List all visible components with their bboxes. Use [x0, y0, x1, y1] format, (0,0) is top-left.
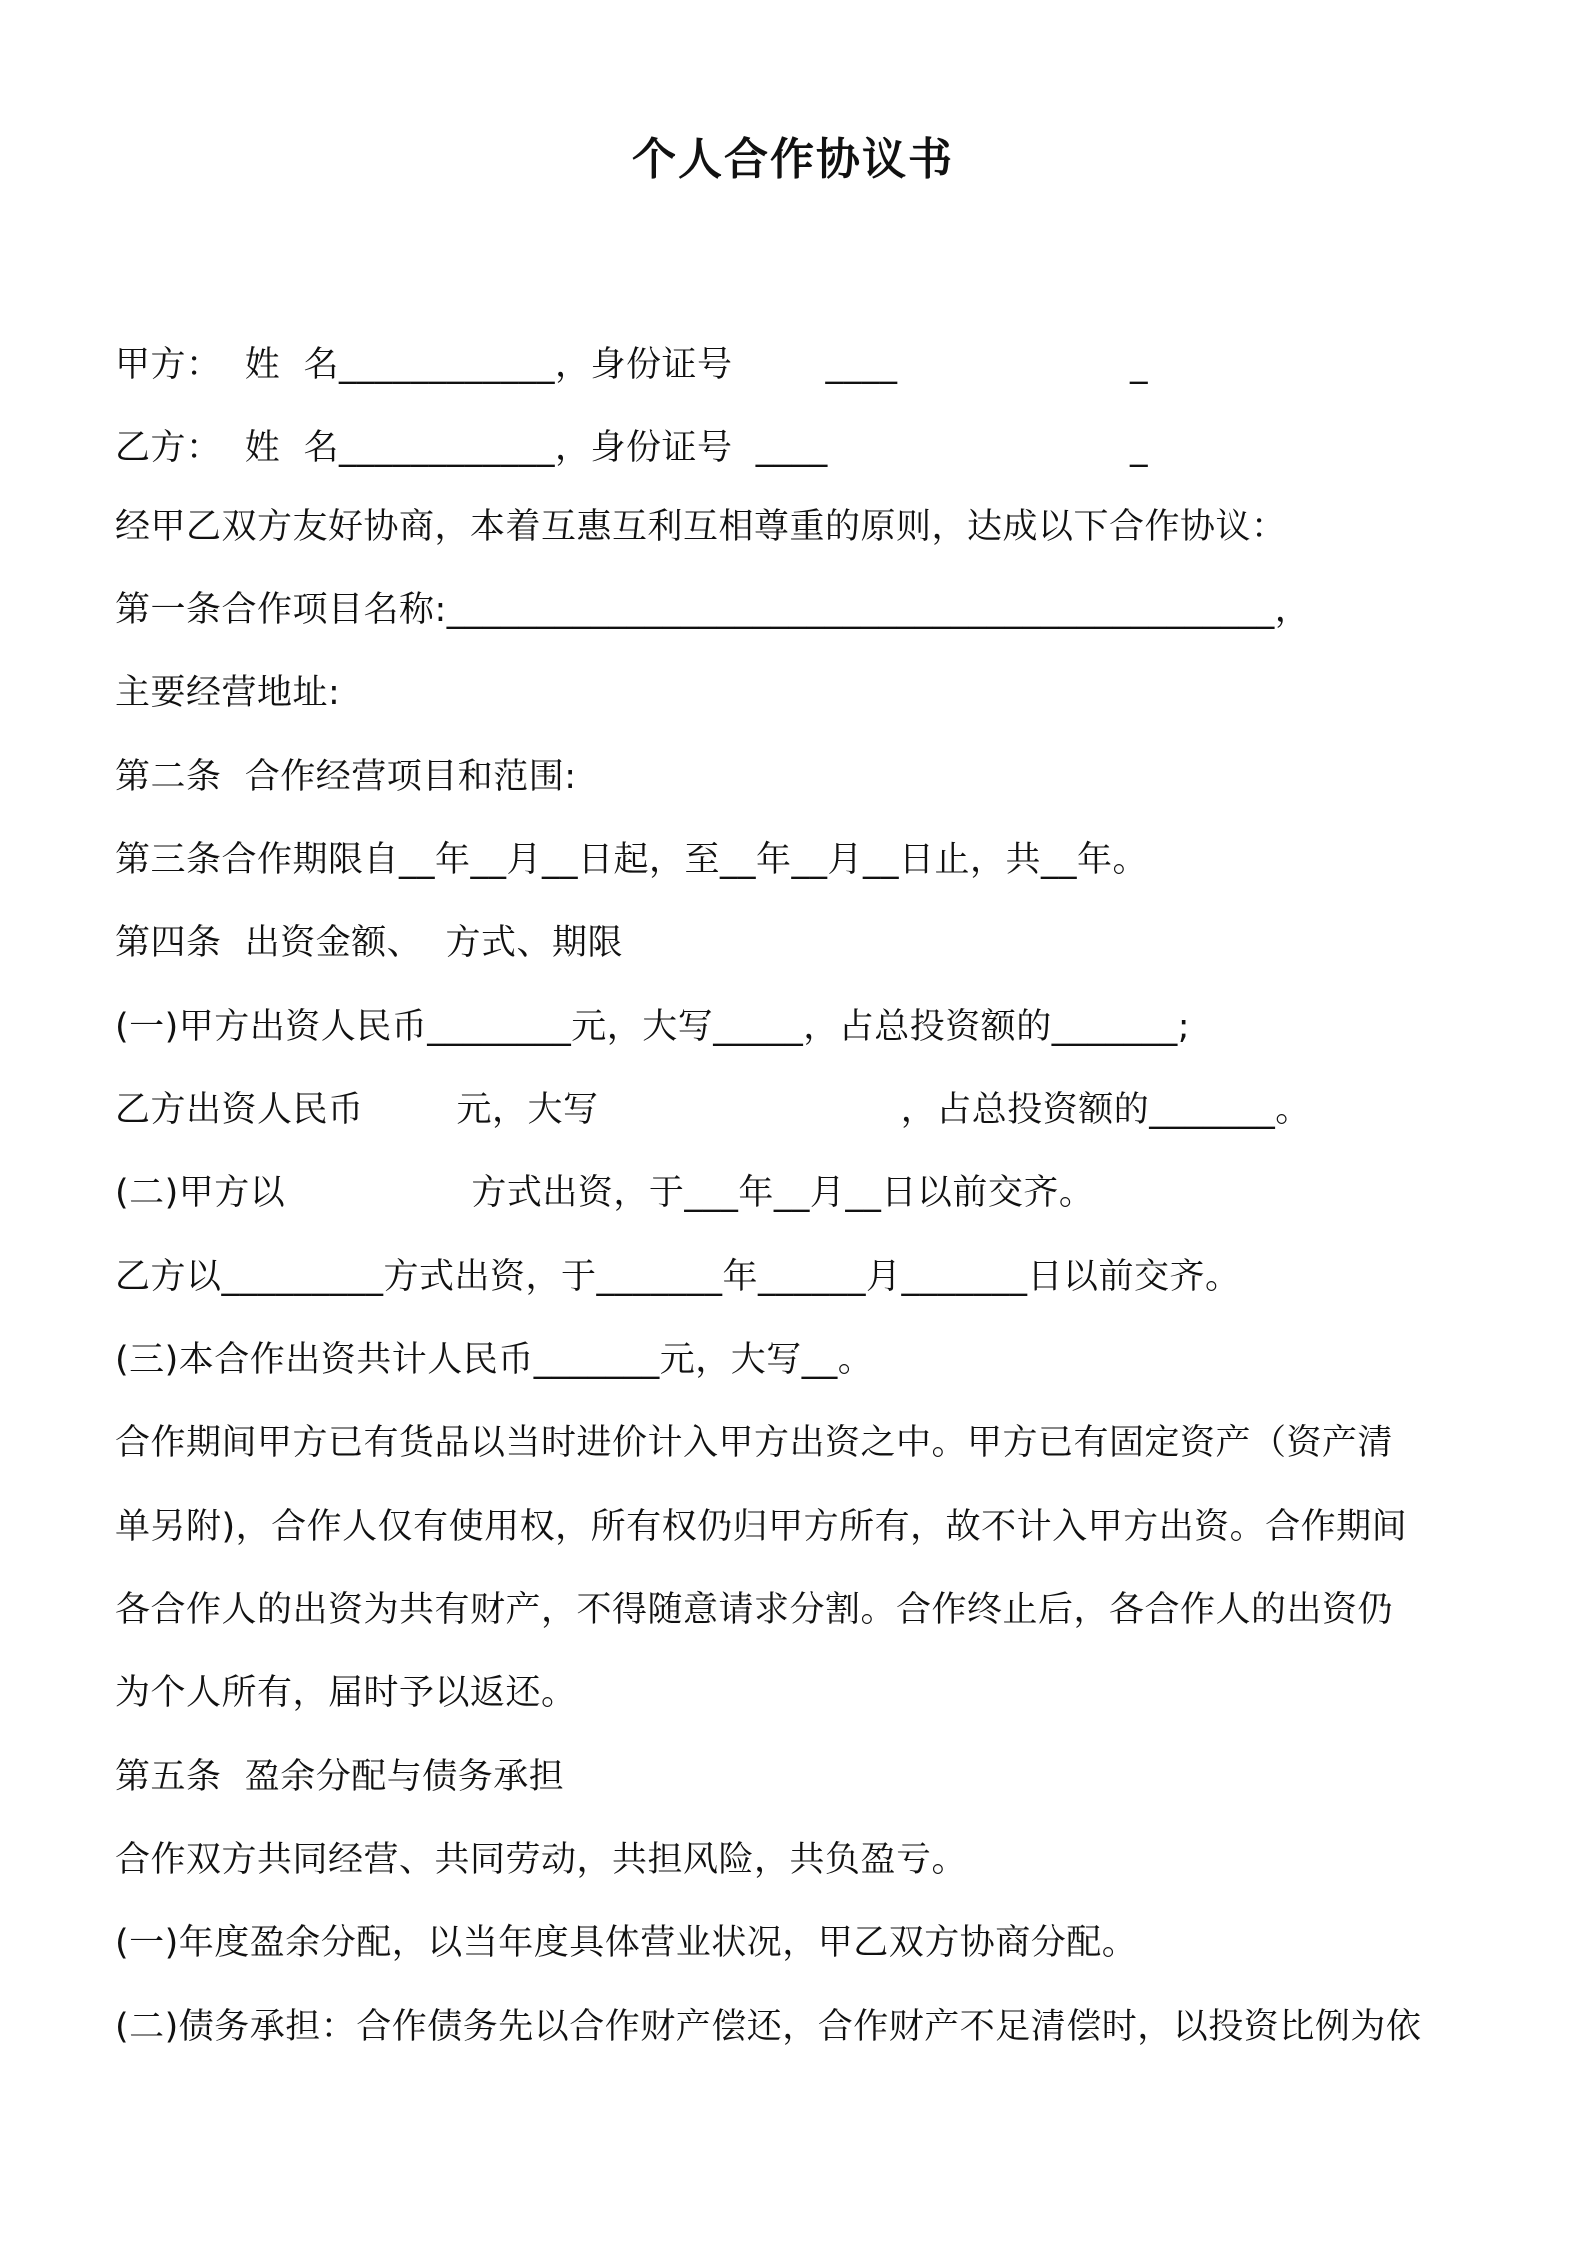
paragraph-line: 为个人所有，届时予以返还。	[115, 1673, 577, 1713]
party-b-line: 乙方： 姓 名____________，身份证号 ____ _	[115, 428, 1149, 468]
paragraph-line: 各合作人的出资为共有财产，不得随意请求分割。合作终止后，各合作人的出资仍	[115, 1590, 1394, 1630]
clause-4-2-party-a: (二)甲方以 方式出资，于___年__月__日以前交齐。	[115, 1173, 1095, 1213]
clause-5-2: (二)债务承担：合作债务先以合作财产偿还，合作财产不足清偿时，以投资比例为依	[115, 2007, 1422, 2047]
clause-4-2-party-b: 乙方以_________方式出资，于_______年______月_______日以前交齐。	[115, 1257, 1241, 1297]
party-a-line: 甲方： 姓 名____________，身份证号 ____ _	[115, 345, 1149, 385]
clause-4-1-party-a: (一)甲方出资人民币________元，大写_____，占总投资额的_______;	[115, 1007, 1191, 1047]
article-3-term: 第三条合作期限自__年__月__日起，至__年__月__日止，共__年。	[115, 840, 1149, 880]
preamble-line: 经甲乙双方友好协商，本着互惠互利互相尊重的原则，达成以下合作协议：	[115, 507, 1287, 547]
document-title: 个人合作协议书	[632, 134, 954, 185]
business-address: 主要经营地址:	[115, 673, 341, 713]
article-1-project-name: 第一条合作项目名称:______________________________________________，	[115, 590, 1311, 630]
article-5-heading: 第五条 盈余分配与债务承担	[115, 1757, 565, 1797]
article-5-intro: 合作双方共同经营、共同劳动，共担风险，共负盈亏。	[115, 1840, 968, 1880]
paragraph-line: 单另附)，合作人仅有使用权，所有权仍归甲方所有，故不计入甲方出资。合作期间	[115, 1507, 1408, 1547]
clause-4-3-total: (三)本合作出资共计人民币_______元，大写__。	[115, 1340, 874, 1380]
article-2-heading: 第二条 合作经营项目和范围:	[115, 757, 577, 797]
article-4-heading: 第四条 出资金额、 方式、期限	[115, 923, 624, 963]
clause-4-1-party-b: 乙方出资人民币 元，大写 ，占总投资额的_______。	[115, 1090, 1311, 1130]
paragraph-line: 合作期间甲方已有货品以当时进价计入甲方出资之中。甲方已有固定资产（资产清	[115, 1423, 1394, 1463]
clause-5-1: (一)年度盈余分配，以当年度具体营业状况，甲乙双方协商分配。	[115, 1923, 1138, 1963]
